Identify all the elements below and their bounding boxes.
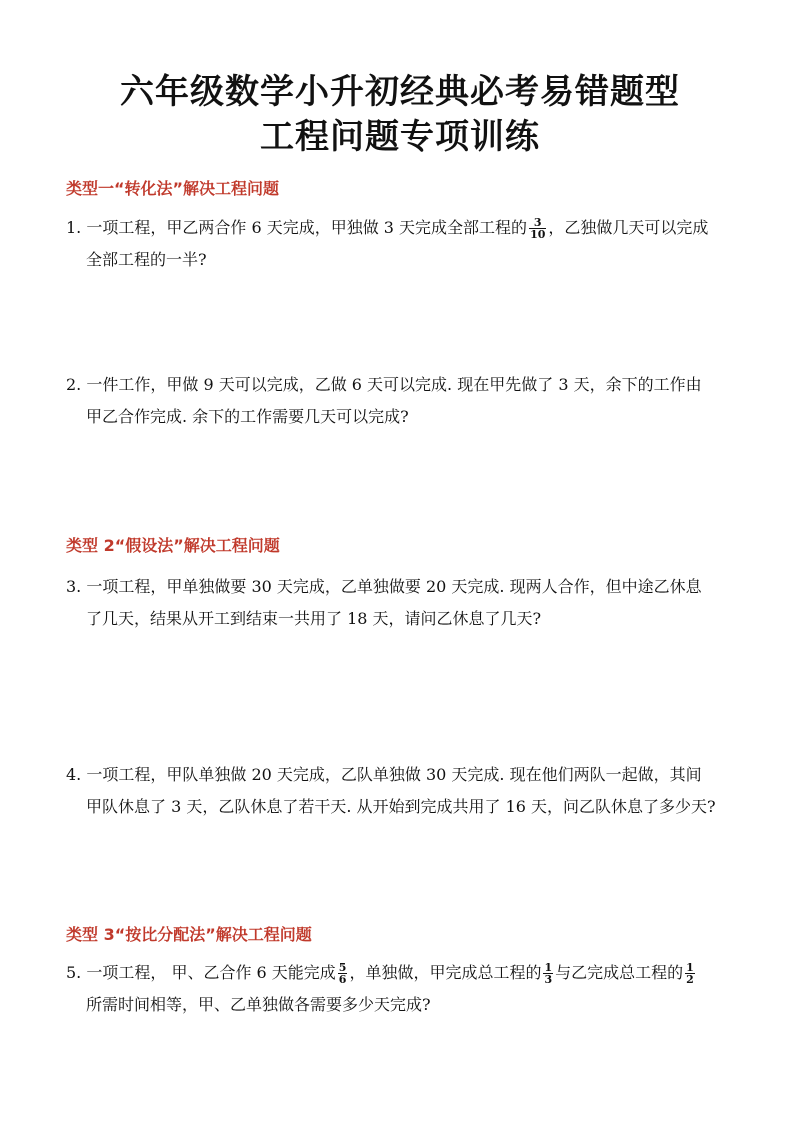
problem-3-line-1: 3. 一项工程，甲单独做要 30 天完成，乙单独做要 20 天完成. 现两人合作，但中途乙休息 xyxy=(66,577,702,596)
problem-2 xyxy=(66,369,756,433)
problem-3-line-2: 了几天，结果从开工到结束一共用了 18 天，请问乙休息了几天? xyxy=(86,609,542,628)
problem-5-text-a: 5. 一项工程， 甲、乙合作 6 天能完成 xyxy=(66,963,336,982)
section-heading-type-3: 类型 3“按比分配法”解决工程问题 xyxy=(66,925,312,944)
problem-4-line-1: 4. 一项工程，甲队单独做 20 天完成，乙队单独做 30 天完成. 现在他们两队一起做，其间 xyxy=(66,765,702,784)
problem-1-line-2: 全部工程的一半? xyxy=(86,250,207,269)
page-subtitle: 工程问题专项训练 xyxy=(260,117,540,157)
problem-5-text-b: ，单独做，甲完成总工程的 xyxy=(349,963,542,982)
problem-4 xyxy=(66,759,756,823)
problem-4-line-2: 甲队休息了 3 天，乙队休息了若干天. 从开始到完成共用了 16 天，问乙队休息了多少天? xyxy=(86,797,716,816)
fraction-3-10: $\frac{3}{10}$ xyxy=(530,216,546,241)
problem-1-text-a: 1. 一项工程，甲乙两合作 6 天完成，甲独做 3 天完成全部工程的 xyxy=(66,218,528,237)
problem-3 xyxy=(66,571,756,635)
problem-1 xyxy=(66,212,756,276)
problem-1-text-b: ，乙独做几天可以完成 xyxy=(548,218,709,237)
section-heading-type-1: 类型一“转化法”解决工程问题 xyxy=(66,179,280,198)
fraction-1-3: $\frac{1}{3}$ xyxy=(544,961,553,986)
problem-5-line-2: 所需时间相等，甲、乙单独做各需要多少天完成? xyxy=(86,995,431,1014)
problem-2-line-1: 2. 一件工作，甲做 9 天可以完成，乙做 6 天可以完成. 现在甲先做了 3 天，余下的工作由 xyxy=(66,375,702,394)
problem-5 xyxy=(66,957,756,1021)
section-heading-type-2: 类型 2“假设法”解决工程问题 xyxy=(66,536,280,555)
problem-5-text-c: 与乙完成总工程的 xyxy=(555,963,684,982)
page-title: 六年级数学小升初经典必考易错题型 xyxy=(120,72,680,112)
fraction-5-6: $\frac{5}{6}$ xyxy=(338,961,347,986)
problem-2-line-2: 甲乙合作完成. 余下的工作需要几天可以完成? xyxy=(86,407,409,426)
fraction-1-2: $\frac{1}{2}$ xyxy=(686,961,694,986)
